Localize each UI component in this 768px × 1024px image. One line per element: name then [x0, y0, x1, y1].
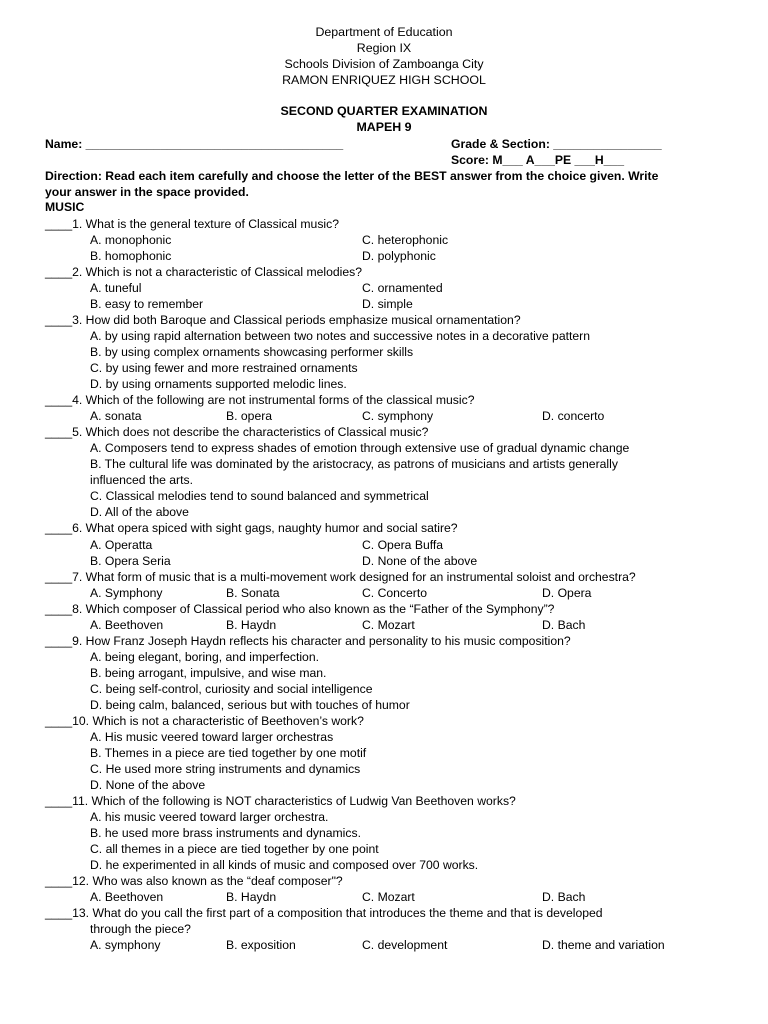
- question-13: ____13. What do you call the first part of a composition that introduces the theme and that is developed: [45, 906, 603, 920]
- exam-title: SECOND QUARTER EXAMINATION: [280, 104, 488, 118]
- grade-section-field: Grade & Section: ________________: [451, 137, 662, 151]
- option-b: B. Opera Seria: [90, 554, 171, 568]
- option-a: A. Operatta: [90, 538, 153, 552]
- option-d: D. theme and variation: [542, 938, 665, 952]
- option-c: C. being self-control, curiosity and social intelligence: [90, 682, 373, 696]
- option-a: A. symphony: [90, 938, 161, 952]
- option-c: C. Classical melodies tend to sound balanced and symmetrical: [90, 489, 429, 503]
- option-d: D. polyphonic: [362, 249, 436, 263]
- question-7: ____7. What form of music that is a multi-movement work designed for an instrumental soloist and orchestra?: [45, 570, 636, 584]
- option-c: C. heterophonic: [362, 233, 449, 247]
- option-a: A. Beethoven: [90, 890, 164, 904]
- header-division: Schools Division of Zamboanga City: [284, 57, 484, 71]
- question-13-continued: through the piece?: [90, 922, 191, 936]
- option-d: D. he experimented in all kinds of music and composed over 700 works.: [90, 858, 479, 872]
- option-b-continued: influenced the arts.: [90, 473, 193, 487]
- section-title: MUSIC: [45, 200, 85, 214]
- option-a: A. Composers tend to express shades of emotion through extensive use of gradual dynamic change: [90, 441, 630, 455]
- option-c: C. development: [362, 938, 448, 952]
- option-b: B. Sonata: [226, 586, 280, 600]
- header-region: Region IX: [356, 41, 412, 55]
- option-c: C. symphony: [362, 409, 434, 423]
- option-d: D. Bach: [542, 618, 586, 632]
- option-a: A. being elegant, boring, and imperfection.: [90, 650, 320, 664]
- question-10: ____10. Which is not a characteristic of Beethoven’s work?: [45, 714, 364, 728]
- option-a: A. Symphony: [90, 586, 163, 600]
- question-5: ____5. Which does not describe the characteristics of Classical music?: [45, 425, 429, 439]
- question-2: ____2. Which is not a characteristic of Classical melodies?: [45, 265, 363, 279]
- question-3: ____3. How did both Baroque and Classical periods emphasize musical ornamentation?: [45, 313, 521, 327]
- option-c: C. He used more string instruments and dynamics: [90, 762, 361, 776]
- option-b: B. homophonic: [90, 249, 172, 263]
- option-a: A. His music veered toward larger orchestras: [90, 730, 334, 744]
- option-d: D. Bach: [542, 890, 586, 904]
- question-8: ____8. Which composer of Classical period who also known as the “Father of the Symphony”?: [45, 602, 555, 616]
- option-d: D. simple: [362, 297, 413, 311]
- option-b: B. Haydn: [226, 618, 277, 632]
- question-12: ____12. Who was also known as the “deaf composer"?: [45, 874, 343, 888]
- name-field: Name: ______________________________________: [45, 137, 344, 151]
- option-b: B. opera: [226, 409, 273, 423]
- header-department: Department of Education: [315, 25, 453, 39]
- header-school: RAMON ENRIQUEZ HIGH SCHOOL: [282, 73, 486, 87]
- option-b: B. by using complex ornaments showcasing performer skills: [90, 345, 414, 359]
- option-d: D. None of the above: [90, 778, 206, 792]
- option-a: A. sonata: [90, 409, 142, 423]
- direction-line-2: your answer in the space provided.: [45, 185, 249, 199]
- option-c: C. ornamented: [362, 281, 443, 295]
- option-b: B. he used more brass instruments and dynamics.: [90, 826, 361, 840]
- option-b: B. easy to remember: [90, 297, 204, 311]
- question-9: ____9. How Franz Joseph Haydn reflects his character and personality to his music composition?: [45, 634, 571, 648]
- question-11: ____11. Which of the following is NOT characteristics of Ludwig Van Beethoven works?: [45, 794, 516, 808]
- option-d: D. Opera: [542, 586, 592, 600]
- option-c: C. all themes in a piece are tied together by one point: [90, 842, 379, 856]
- option-a: A. monophonic: [90, 233, 172, 247]
- option-a: A. tuneful: [90, 281, 142, 295]
- option-d: D. None of the above: [362, 554, 478, 568]
- option-d: D. concerto: [542, 409, 605, 423]
- option-a: A. his music veered toward larger orchestra.: [90, 810, 329, 824]
- option-d: D. by using ornaments supported melodic lines.: [90, 377, 347, 391]
- direction-line-1: Direction: Read each item carefully and choose the letter of the BEST answer from the choice given. Write: [45, 169, 659, 183]
- option-b: B. being arrogant, impulsive, and wise man.: [90, 666, 327, 680]
- option-c: C. Opera Buffa: [362, 538, 444, 552]
- option-d: D. All of the above: [90, 505, 189, 519]
- question-1: ____1. What is the general texture of Classical music?: [45, 217, 339, 231]
- option-c: C. Concerto: [362, 586, 428, 600]
- question-6: ____6. What opera spiced with sight gags, naughty humor and social satire?: [45, 521, 458, 535]
- option-d: D. being calm, balanced, serious but with touches of humor: [90, 698, 410, 712]
- option-b: B. Themes in a piece are tied together by one motif: [90, 746, 367, 760]
- option-b: B. Haydn: [226, 890, 277, 904]
- option-c: C. by using fewer and more restrained ornaments: [90, 361, 358, 375]
- option-c: C. Mozart: [362, 890, 415, 904]
- score-field: Score: M___ A___PE ___H___: [451, 153, 624, 167]
- question-4: ____4. Which of the following are not instrumental forms of the classical music?: [45, 393, 475, 407]
- option-a: A. by using rapid alternation between two notes and successive notes in a decorative pattern: [90, 329, 590, 343]
- option-b: B. exposition: [226, 938, 296, 952]
- option-b: B. The cultural life was dominated by the aristocracy, as patrons of musicians and artists generally: [90, 457, 618, 471]
- option-c: C. Mozart: [362, 618, 415, 632]
- exam-subject: MAPEH 9: [356, 120, 412, 134]
- option-a: A. Beethoven: [90, 618, 164, 632]
